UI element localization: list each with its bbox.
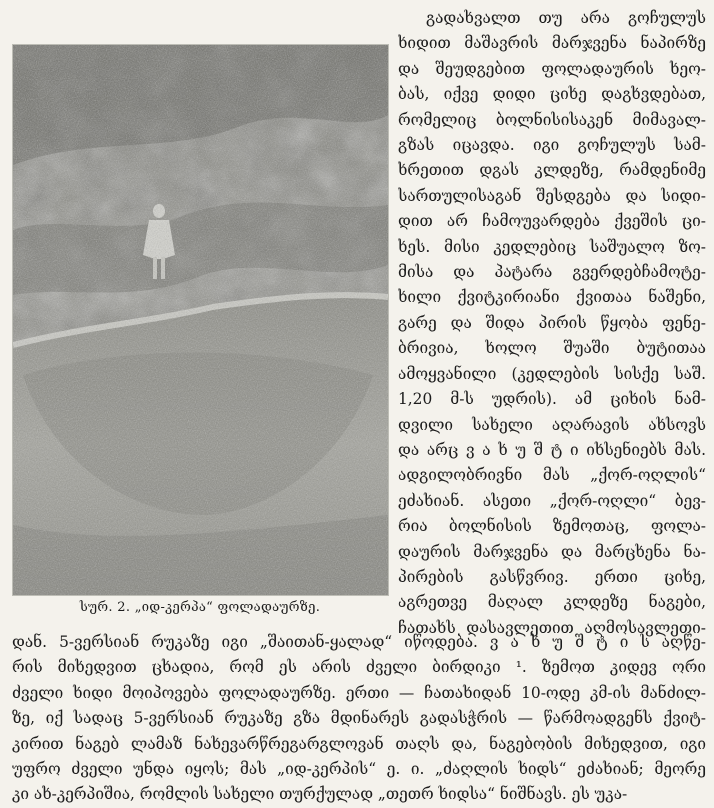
column-text-line: პირების გასწვრივ. ერთი ციხე, [398,567,706,586]
column-text-line: გზას იცავდა. იგი გოჩულუს სამ- [398,136,706,155]
column-text-line: ხეს. მისი კედლებიც საშუალო ზო- [398,237,706,256]
column-text-line: ჩათახს დასავლეთით აღმოსავლეთი- [398,618,706,637]
column-text-line: რომელიც ბოლნისისაკენ მიმავალ- [398,110,706,129]
column-text-line: ხილი ქვიტკირიანი ქვითაა ნაშენი, [398,288,706,307]
column-text-line: და არც ვ ა ხ უ შ ტ ი იხსენიებს მას. [398,440,706,459]
column-text-line: ხრეთით დგას კლდეზე, რამდენიმე [398,161,706,180]
body-text-line: კი ახ-კერპიშია, რომლის სახელი თურქულად „თეთრ ხიდსა“ ნიშნავს. ეს უკა- [12,785,628,804]
column-text-line: დაურის მარჯვენა და მარცხენა ნა- [398,542,706,561]
column-text-line: დით არ ჩამოუვარდება ქვეშის ცი- [398,212,706,231]
column-text-line: დვილი სახელი აღარავის ახსოვს [398,415,706,434]
body-text-line: ძველი ხიდი მოიპოვება ფოლადაურზე. ერთი — ჩათახიდან 10-ოდე კმ-ის მანძილ- [12,683,706,702]
figure-photo [12,44,389,596]
column-text-line: გარე და შიდა პირის წყობა ფენე- [398,313,706,332]
column-text-line: გადახვალთ თუ არა გოჩულუს [426,9,706,27]
body-text-line: ზე, იქ სადაც 5-ვერსიან რუკაზე გზა მდინარეს გადასჭრის — წარმოადგენს ქვიტ- [12,709,706,728]
column-text-line: ადგილობრივნი მას „ქორ-ოღლის“ [398,466,706,485]
column-text-line: 1,20 მ-ს უდრის). ამ ციხის ნამ- [398,390,706,409]
column-text-line: რია ბოლნისის ზემოთაც, ფოლა- [398,517,706,536]
column-text-line: აგრეთვე მაღალ კლდეზე ნაგები, [398,593,706,612]
right-column-text [398,6,706,641]
column-text-line: ბას, იქვე დიდი ციხე დაგხვდებათ, [398,85,706,104]
body-text-line: დან. 5-ვერსიან რუკაზე იგი „შაითან-ყალად“ იწოდება. ვ ა ხ უ შ ტ ი ს აღწე- [12,633,706,651]
column-text-line: ხიდით მაშავრის მარჯვენა ნაპირზე [398,34,706,53]
body-text-line: უფრო ძველი უნდა იყოს; მას „იდ-კერპის“ ე. ი. „ძაღლის ხიდს“ ეძახიან; მეორე [12,760,706,779]
figure-caption: სურ. 2. „იდ-კერპა“ ფოლადაურზე. [79,600,321,615]
column-text-line: სართულისაგან შესდგება და სიდი- [398,186,706,205]
body-text-line: რის მიხედვით ცხადია, რომ ეს არის ძველი ბირდიკი ¹. ზემოთ კიდევ ორი [12,658,706,677]
column-text-line: და შეუდგებით ფოლადაურის ხეო- [398,59,706,78]
column-text-line: ამოყვანილი (კედლების სისქე საშ. [398,364,706,383]
body-text-line: კირით ნაგებ ლამაზ ნახევარწრეგარგლოვან თაღს და, ნაგებობის მიხედვით, იგი [12,734,706,753]
full-width-text [12,630,706,808]
column-text-line: მისა და პატარა გვერდებჩამოტე- [398,263,706,282]
column-text-line: ბრივია, ხოლო შუაში ბუტითაა [398,339,706,358]
column-text-line: ეძახიან. ასეთი „ქორ-ოღლი“ ბევ- [398,491,706,510]
landscape-photo-image [13,45,388,595]
